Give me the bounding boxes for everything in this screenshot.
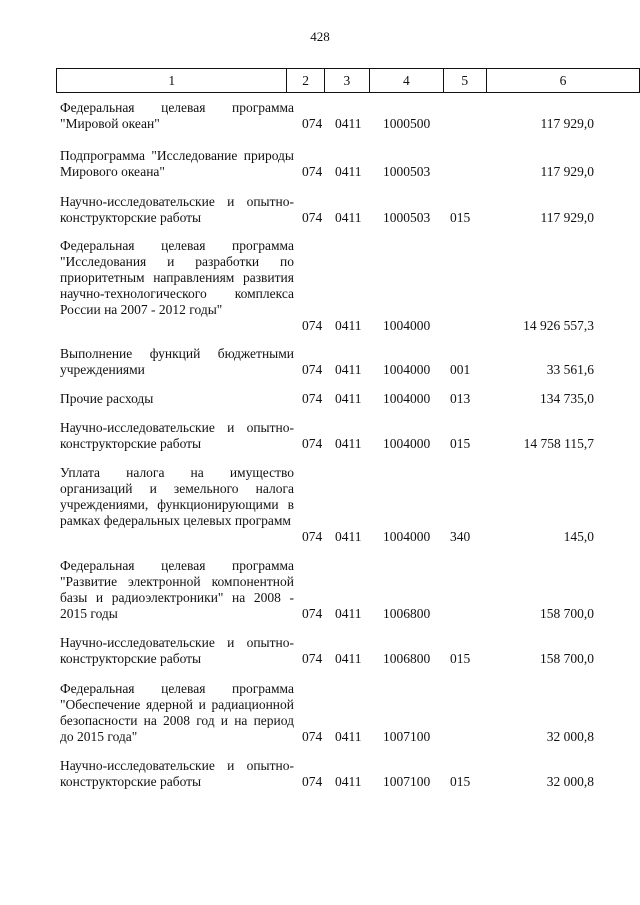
admin-code: 074 [302,116,323,131]
section-code: 0411 [335,318,362,333]
row-description: Научно-исследовательские и опытно-конструкторские работы [60,635,294,666]
admin-code: 074 [302,606,323,621]
amount: 145,0 [563,529,594,544]
admin-code: 074 [302,210,323,225]
row-description: Научно-исследовательские и опытно-конструкторские работы [60,420,294,451]
admin-code: 074 [302,391,323,406]
row-description: Прочие расходы [60,391,154,406]
amount: 117 929,0 [540,116,594,131]
table-row [56,558,594,622]
amount: 158 700,0 [540,651,594,666]
row-codes [56,116,594,132]
section-code: 0411 [335,651,362,666]
table-row [56,635,594,667]
row-codes [56,362,594,378]
target-code: 1007100 [383,774,431,789]
column-header-1: 1 [57,69,287,93]
column-header-6: 6 [486,69,639,93]
target-code: 1006800 [383,606,431,621]
target-code: 1006800 [383,651,431,666]
section-code: 0411 [335,529,362,544]
row-codes [56,729,594,745]
admin-code: 074 [302,729,323,744]
section-code: 0411 [335,210,362,225]
row-codes [56,391,594,407]
expense-code: 015 [450,436,471,451]
table-row [56,194,594,226]
admin-code: 074 [302,318,323,333]
table-row [56,758,594,790]
row-codes [56,318,594,334]
target-code: 1004000 [383,529,431,544]
row-codes [56,210,594,226]
target-code: 1000503 [383,210,431,225]
target-code: 1004000 [383,318,431,333]
amount: 32 000,8 [546,774,594,789]
section-code: 0411 [335,436,362,451]
expense-code: 340 [450,529,471,544]
target-code: 1000500 [383,116,431,131]
amount: 158 700,0 [540,606,594,621]
admin-code: 074 [302,774,323,789]
amount: 117 929,0 [540,210,594,225]
row-codes [56,164,594,180]
column-header-5: 5 [443,69,486,93]
amount: 117 929,0 [540,164,594,179]
section-code: 0411 [335,391,362,406]
table-row [56,346,594,378]
table-row [56,681,594,745]
row-description: Научно-исследовательские и опытно-конструкторские работы [60,194,294,225]
column-header-2: 2 [287,69,324,93]
section-code: 0411 [335,606,362,621]
amount: 14 758 115,7 [523,436,594,451]
row-description: Федеральная целевая программа "Исследования и разработки по приоритетным направлениям развития научно-технологического комплекса России на 2007 - 2012 годы" [60,238,294,317]
expense-code: 015 [450,210,471,225]
admin-code: 074 [302,436,323,451]
page-number: 428 [310,29,330,44]
amount: 33 561,6 [546,362,594,377]
admin-code: 074 [302,529,323,544]
expense-code: 015 [450,651,471,666]
admin-code: 074 [302,362,323,377]
admin-code: 074 [302,164,323,179]
table-row [56,391,594,407]
row-description: Федеральная целевая программа "Мировой океан" [60,100,294,131]
target-code: 1004000 [383,436,431,451]
row-description: Уплата налога на имущество организаций и земельного налога учреждениями, функционирующими в рамках федеральных целевых программ [60,465,294,528]
row-description: Федеральная целевая программа "Обеспечение ядерной и радиационной безопасности на 2008 год и на период до 2015 года" [60,681,294,744]
target-code: 1007100 [383,729,431,744]
admin-code: 074 [302,651,323,666]
expense-code: 013 [450,391,471,406]
table-row [56,238,594,334]
table-row [56,100,594,132]
section-code: 0411 [335,164,362,179]
table-row [56,148,594,180]
target-code: 1000503 [383,164,431,179]
row-codes [56,436,594,452]
row-description: Научно-исследовательские и опытно-конструкторские работы [60,758,294,789]
amount: 14 926 557,3 [523,318,594,333]
row-codes [56,774,594,790]
column-header-row [57,69,640,93]
row-description: Федеральная целевая программа "Развитие электронной компонентной базы и радиоэлектроники" на 2008 - 2015 годы [60,558,294,621]
row-codes [56,651,594,667]
section-code: 0411 [335,116,362,131]
row-description: Подпрограмма "Исследование природы Мирового океана" [60,148,294,179]
column-header-4: 4 [370,69,444,93]
amount: 32 000,8 [546,729,594,744]
section-code: 0411 [335,774,362,789]
amount: 134 735,0 [540,391,594,406]
target-code: 1004000 [383,362,431,377]
row-codes [56,529,594,545]
row-description: Выполнение функций бюджетными учреждениями [60,346,294,377]
target-code: 1004000 [383,391,431,406]
expense-code: 015 [450,774,471,789]
column-header-table [56,68,640,93]
table-row [56,465,594,545]
row-codes [56,606,594,622]
section-code: 0411 [335,729,362,744]
expense-code: 001 [450,362,471,377]
section-code: 0411 [335,362,362,377]
column-header-3: 3 [324,69,369,93]
table-row [56,420,594,452]
